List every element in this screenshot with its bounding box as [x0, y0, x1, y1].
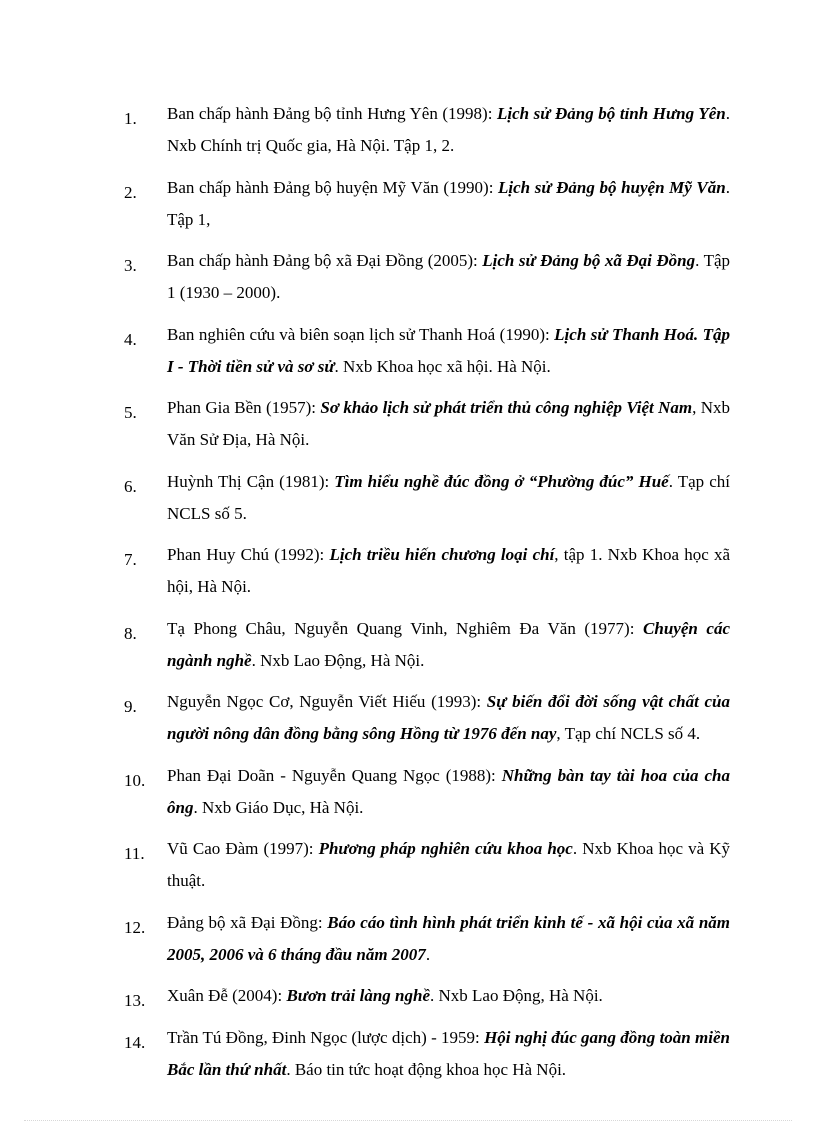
- reference-text: [167, 1022, 730, 1086]
- reference-text: [167, 319, 730, 383]
- reference-source: . Nxb Khoa học và Kỹ thuật.: [167, 839, 731, 890]
- reference-author: Phan Gia Bền (1957):: [167, 398, 321, 417]
- reference-list: [0, 98, 816, 1095]
- reference-item: [0, 760, 816, 824]
- reference-text: [167, 392, 730, 456]
- reference-item: [0, 466, 816, 530]
- reference-item: [0, 980, 816, 1012]
- reference-source: . Báo tin tức hoạt động khoa học Hà Nội.: [286, 1059, 567, 1079]
- reference-item: [0, 1022, 816, 1086]
- reference-title: Tìm hiểu nghề đúc đồng ở “Phường đúc” Huế: [334, 471, 669, 491]
- page-bottom-divider: [24, 1120, 792, 1121]
- reference-number: 12.: [124, 917, 146, 937]
- reference-author: Ban chấp hành Đảng bộ huyện Mỹ Văn (1990):: [167, 177, 499, 197]
- reference-title: Chuyện các ngành nghề: [167, 618, 730, 670]
- reference-author: Ban chấp hành Đảng bộ xã Đại Đồng (2005):: [167, 251, 483, 270]
- reference-item: [0, 392, 816, 456]
- reference-author: Đảng bộ xã Đại Đồng:: [167, 912, 328, 932]
- reference-item: [0, 539, 816, 603]
- reference-title: Báo cáo tình hình phát triển kinh tế - xã hội của xã năm 2005, 2006 và 6 tháng đầu năm 2007: [167, 912, 730, 964]
- reference-text: [167, 466, 730, 530]
- reference-number: 6.: [124, 476, 137, 496]
- reference-item: [0, 907, 816, 971]
- reference-source: , tập 1. Nxb Khoa học xã hội, Hà Nội.: [167, 545, 730, 596]
- reference-number: 11.: [124, 844, 145, 863]
- reference-author: Phan Đại Doãn - Nguyễn Quang Ngọc (1988):: [167, 765, 502, 785]
- reference-item: [0, 98, 816, 162]
- reference-number: 2.: [124, 182, 137, 202]
- reference-title: Lịch sử Đảng bộ huyện Mỹ Văn: [498, 177, 726, 197]
- reference-source: . Nxb Giáo Dục, Hà Nội.: [193, 797, 364, 817]
- reference-number: 7.: [124, 550, 137, 569]
- reference-text: [167, 907, 730, 971]
- reference-text: [167, 833, 730, 897]
- reference-author: Xuân Đễ (2004):: [167, 986, 287, 1005]
- reference-number: 8.: [124, 623, 137, 643]
- reference-number: 13.: [124, 991, 146, 1010]
- reference-author: Phan Huy Chú (1992):: [167, 545, 330, 564]
- reference-number: 4.: [124, 329, 137, 349]
- reference-title: Phương pháp nghiên cứu khoa học: [318, 839, 573, 858]
- reference-author: Ban chấp hành Đảng bộ tỉnh Hưng Yên (1998):: [167, 104, 497, 123]
- reference-source: . Nxb Lao Động, Hà Nội.: [430, 986, 603, 1005]
- reference-author: Trần Tú Đồng, Đinh Ngọc (lược dịch) - 1959:: [167, 1027, 485, 1047]
- reference-title: Những bàn tay tài hoa của cha ông: [167, 765, 730, 817]
- reference-number: 9.: [124, 697, 137, 716]
- reference-title: Hội nghị đúc gang đồng toàn miền Bắc lần thứ nhất: [167, 1027, 730, 1079]
- reference-source: , Nxb Văn Sử Địa, Hà Nội.: [167, 398, 731, 449]
- reference-number: 5.: [124, 403, 137, 422]
- reference-item: [0, 686, 816, 750]
- reference-text: [167, 613, 730, 677]
- reference-title: Sơ khảo lịch sử phát triển thủ công nghiệp Việt Nam: [320, 398, 693, 417]
- reference-text: [167, 539, 730, 603]
- reference-text: [167, 686, 730, 750]
- reference-author: Nguyễn Ngọc Cơ, Nguyễn Viết Hiếu (1993):: [167, 692, 487, 711]
- reference-source: . Nxb Lao Động, Hà Nội.: [251, 650, 425, 670]
- reference-source: . Tập 1,: [167, 177, 730, 229]
- reference-title: Bươn trải làng nghề: [286, 986, 430, 1005]
- reference-text: [167, 760, 730, 824]
- reference-text: [167, 980, 730, 1012]
- reference-title: Lịch sử Thanh Hoá. Tập I - Thời tiền sử và sơ sử: [167, 324, 730, 376]
- reference-number: 10.: [124, 770, 146, 790]
- reference-source: . Nxb Khoa học xã hội. Hà Nội.: [334, 356, 551, 376]
- reference-number: 3.: [124, 256, 137, 275]
- reference-source: , Tạp chí NCLS số 4.: [556, 724, 701, 743]
- reference-source: . Tạp chí NCLS số 5.: [167, 471, 730, 523]
- reference-item: [0, 172, 816, 236]
- reference-source: .: [425, 944, 431, 964]
- reference-text: [167, 98, 730, 162]
- reference-number: 14.: [124, 1032, 146, 1052]
- reference-author: Huỳnh Thị Cận (1981):: [167, 471, 335, 491]
- reference-item: [0, 613, 816, 677]
- reference-item: [0, 319, 816, 383]
- reference-author: Tạ Phong Châu, Nguyễn Quang Vinh, Nghiêm Đa Văn (1977):: [167, 618, 644, 638]
- reference-source: . Nxb Chính trị Quốc gia, Hà Nội. Tập 1, 2.: [167, 104, 730, 155]
- reference-source: . Tập 1 (1930 – 2000).: [167, 251, 730, 302]
- reference-author: Ban nghiên cứu và biên soạn lịch sử Thanh Hoá (1990):: [167, 324, 555, 344]
- reference-item: [0, 245, 816, 309]
- reference-item: [0, 833, 816, 897]
- reference-title: Lịch sử Đảng bộ tỉnh Hưng Yên: [497, 104, 726, 123]
- reference-title: Lịch triều hiến chương loại chí: [329, 545, 555, 564]
- reference-text: [167, 245, 730, 309]
- reference-number: 1.: [124, 109, 137, 128]
- reference-title: Sự biến đổi đời sống vật chất của người nông dân đồng bằng sông Hồng từ 1976 đến nay: [167, 692, 731, 743]
- reference-author: Vũ Cao Đàm (1997):: [167, 839, 319, 858]
- reference-text: [167, 172, 730, 236]
- reference-title: Lịch sử Đảng bộ xã Đại Đồng: [482, 251, 696, 270]
